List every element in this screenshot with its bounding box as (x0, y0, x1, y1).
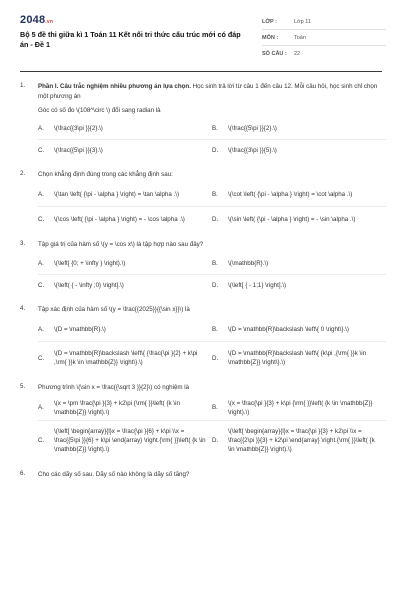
options (38, 253, 386, 296)
option-b[interactable] (212, 253, 386, 274)
option-text: \(\sin \left( {\pi - \alpha } \right) = - \sin \alpha .\) (228, 215, 356, 223)
option-letter: A. (38, 124, 44, 132)
option-c[interactable] (38, 139, 212, 161)
option-text: \(\cos \left( {\pi - \alpha } \right) = - \cos \alpha .\) (54, 215, 185, 223)
option-c[interactable] (38, 206, 212, 231)
option-text: \(\frac{{5\pi }}{3}.\) (54, 146, 103, 154)
question-6 (20, 470, 386, 480)
meta-table (262, 14, 386, 61)
question-number: 5. (20, 383, 26, 390)
option-text: \(\cot \left( {\pi - \alpha } \right) = \cot \alpha .\) (228, 190, 353, 198)
question-text: Tập xác định của hàm số \(y = \frac{{2025}}{{\sin x}}\) là (38, 305, 190, 313)
option-letter: B. (212, 404, 218, 411)
logo-suffix: .vn (45, 19, 54, 25)
option-text: \(D = \mathbb{R}.\) (54, 325, 106, 333)
option-text: \(x = \frac{\pi }{3} + k\pi {\rm{ }}\left( {k \in \mathbb{Z}} \right).\) (228, 399, 373, 416)
meta-value: Toán (294, 34, 306, 41)
meta-label: LỚP : (262, 18, 277, 25)
option-text: \(\frac{{3\pi }}{5}.\) (228, 146, 277, 154)
option-letter: C. (38, 281, 45, 289)
option-letter: A. (38, 190, 44, 198)
question-intro (38, 82, 386, 101)
option-letter: B. (212, 190, 218, 198)
question-number: 1. (20, 82, 26, 89)
site-logo[interactable] (20, 14, 53, 26)
option-letter: B. (212, 259, 218, 267)
question-number: 6. (20, 469, 26, 477)
option-letter: C. (38, 437, 45, 444)
option-text: \(\left[ \begin{array}{l}x = \frac{\pi }{6} + k\pi \\x = \frac{{5\pi }}{6} + k\pi \end{array} \right.{\rm{ }}\left( {k \in \mathbb{Z}} \right).\) (54, 428, 206, 453)
option-d[interactable] (212, 274, 386, 296)
option-letter: D. (212, 146, 219, 154)
part-heading: Phần I. Câu trắc nghiệm nhiều phương án lựa chọn. (38, 83, 191, 90)
option-letter: A. (38, 404, 44, 411)
options (38, 182, 386, 231)
option-c[interactable] (38, 274, 212, 296)
option-text: \(\tan \left( {\pi - \alpha } \right) = \tan \alpha .\) (54, 190, 180, 198)
option-letter: C. (38, 215, 45, 223)
option-letter: B. (212, 325, 218, 333)
question-1 (20, 82, 386, 161)
meta-value: Lớp 11 (294, 18, 311, 25)
option-text: \(D = \mathbb{R}\backslash \left\{ {k\pi ,{\rm{ }}k \in \mathbb{Z}} \right\}.\) (228, 350, 367, 366)
option-letter: C. (38, 146, 45, 154)
option-b[interactable] (212, 182, 386, 206)
question-text: Chọn khẳng định đúng trong các khẳng định sau: (38, 170, 173, 178)
question-text: Tập giá trị của hàm số \(y = \cos x\) là tập hợp nào sau đây? (38, 241, 204, 248)
option-a[interactable] (38, 182, 212, 206)
option-letter: C. (38, 354, 45, 362)
meta-row-class (262, 14, 386, 30)
option-text: \(x = \pm \frac{\pi }{3} + k2\pi {\rm{ }}\left( {k \in \mathbb{Z}} \right).\) (54, 399, 180, 416)
question-number: 4. (20, 304, 26, 312)
option-text: \(\left( { - \infty ;0} \right].\) (54, 281, 124, 289)
meta-label: MÔN : (262, 34, 279, 41)
option-text: \(D = \mathbb{R}\backslash \left\{ 0 \right\}.\) (228, 325, 349, 333)
meta-value: 22 (294, 50, 301, 57)
part-instructions: Học sinh trả lời từ câu 1 đến câu 12. Mỗi câu hỏi, học sinh chỉ chọn một phương án (38, 83, 378, 100)
options (38, 396, 386, 461)
option-d[interactable] (212, 206, 386, 231)
option-letter: D. (212, 215, 219, 223)
meta-row-count (262, 46, 386, 61)
options (38, 317, 386, 374)
option-text: \(D = \mathbb{R}\backslash \left\{ {\frac{\pi }{2} + k\pi ,\rm{ }}k \in \mathbb{Z}} \right\}.\) (54, 350, 198, 366)
option-text: \(\left[ { - 1;1} \right].\) (228, 281, 287, 289)
option-d[interactable] (212, 139, 386, 161)
question-3 (20, 240, 386, 296)
option-text: \(\left[ {0; + \infty } \right).\) (54, 259, 126, 267)
option-text: \(\frac{{3\pi }}{2}.\) (54, 124, 103, 132)
option-c[interactable] (38, 420, 212, 461)
option-letter: D. (212, 437, 219, 444)
question-text: Góc có số đo \(108^\circ \) đổi sang radian là (38, 107, 161, 114)
header (20, 14, 386, 62)
option-letter: D. (212, 354, 219, 362)
option-letter: A. (38, 325, 44, 333)
option-a[interactable] (38, 396, 212, 420)
option-d[interactable] (212, 341, 386, 374)
option-text: \(\mathbb{R}.\) (228, 259, 269, 267)
question-2 (20, 170, 386, 232)
header-divider (20, 71, 382, 72)
question-text: Phương trình \(\sin x = \frac{{\sqrt 3 }}{2}\) có nghiệm là (38, 384, 190, 391)
question-5 (20, 383, 386, 461)
logo-text: 2048 (20, 14, 46, 26)
option-a[interactable] (38, 118, 212, 139)
question-text: Cho các dãy số sau. Dãy số nào không là dãy số tăng? (38, 470, 190, 478)
option-d[interactable] (212, 420, 386, 461)
question-list (20, 82, 386, 479)
option-text: \(\left[ \begin{array}{l}x = \frac{\pi }{3} + k2\pi \\x = \frac{{2\pi }}{3} + k2\pi \end{array} \right.{\rm{ }}\left( {k \in \mathbb{Z}} \right).\) (228, 428, 375, 453)
option-b[interactable] (212, 317, 386, 341)
option-letter: D. (212, 281, 219, 289)
option-a[interactable] (38, 253, 212, 274)
page-title: Bộ 5 đề thi giữa kì 1 Toán 11 Kết nối tri thức cấu trúc mới có đáp án - Đề 1 (20, 30, 241, 49)
option-b[interactable] (212, 396, 386, 420)
question-number: 3. (20, 240, 26, 247)
option-text: \(\frac{{5\pi }}{2}.\) (228, 124, 277, 132)
meta-label: SỐ CÂU : (262, 50, 287, 57)
option-c[interactable] (38, 341, 212, 374)
meta-row-subject (262, 30, 386, 46)
option-b[interactable] (212, 118, 386, 139)
options (38, 118, 386, 161)
question-4 (20, 305, 386, 375)
option-letter: B. (212, 124, 218, 132)
option-letter: A. (38, 259, 44, 267)
option-a[interactable] (38, 317, 212, 341)
question-number: 2. (20, 169, 26, 177)
